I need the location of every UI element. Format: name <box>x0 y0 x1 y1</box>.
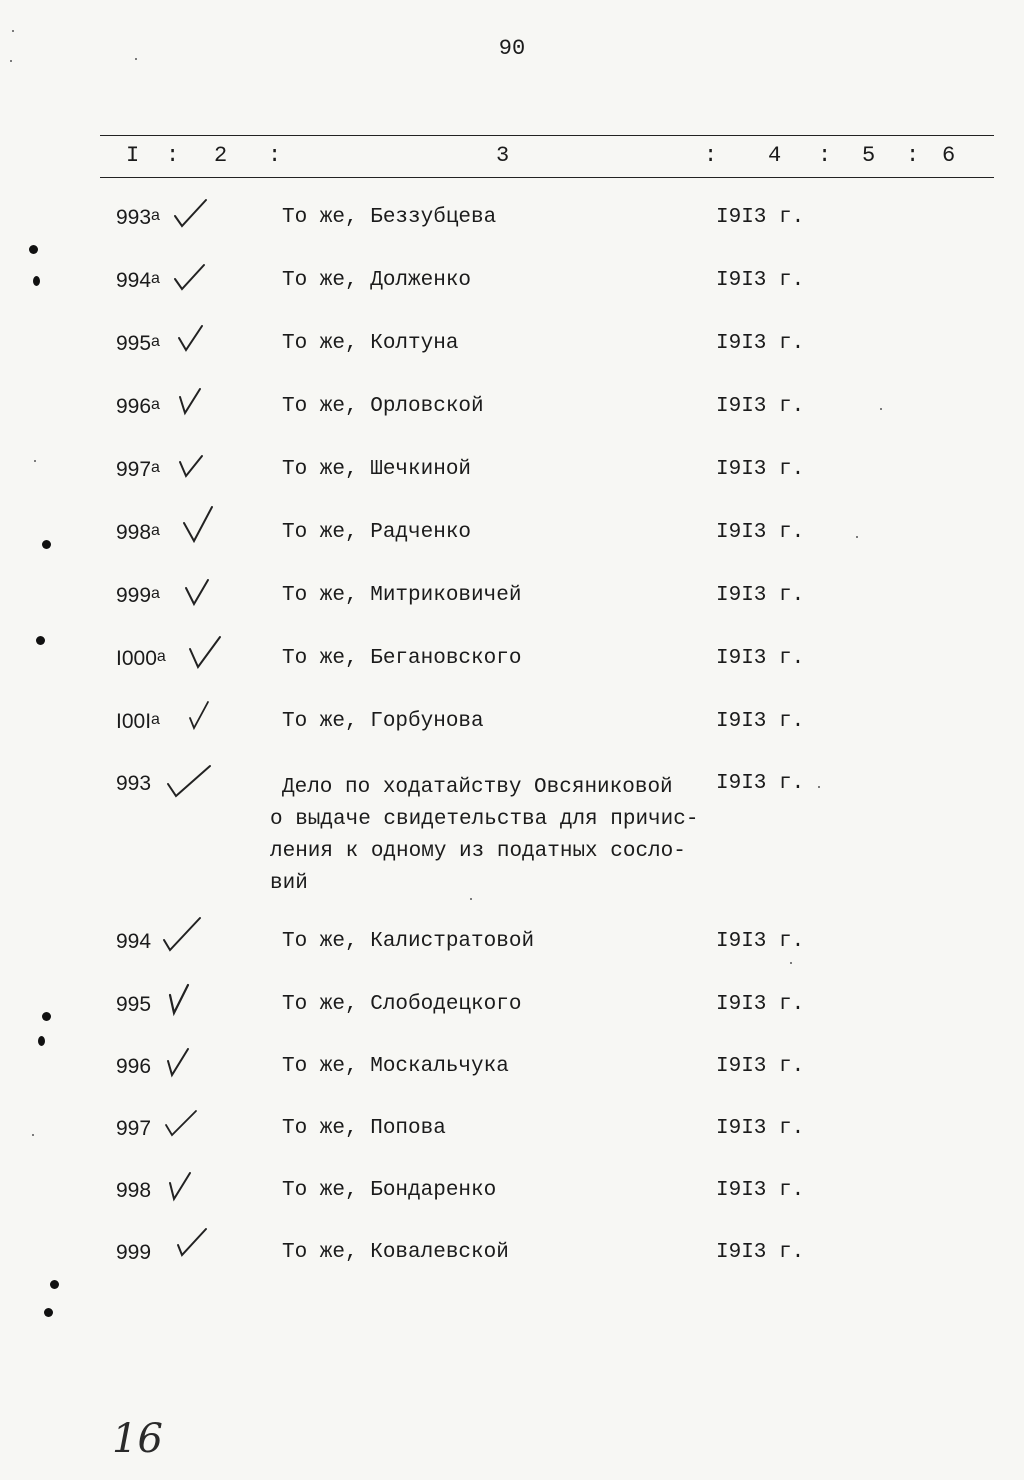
case-number: 997 <box>116 1117 152 1140</box>
case-title: То же, Шечкиной <box>282 458 472 481</box>
col-6-header: 6 <box>942 143 956 168</box>
case-title: То же, Калистратовой <box>282 930 535 953</box>
case-title-line: ления к одному из податных сосло- <box>270 840 686 863</box>
col-2-header: 2 <box>214 143 228 168</box>
case-number: $995^а$ <box>116 332 160 355</box>
case-title: То же, Митриковичей <box>282 584 522 607</box>
scan-speck <box>470 898 472 900</box>
case-year: I9I3 г. <box>716 710 805 733</box>
handwritten-sheet-number: 16 <box>112 1416 163 1462</box>
case-year: I9I3 г. <box>716 1179 805 1202</box>
punch-hole-mark <box>50 1280 59 1289</box>
page-number: 90 <box>498 36 526 61</box>
checkmark-icon <box>172 196 212 230</box>
punch-hole-mark <box>42 1012 51 1021</box>
case-year: I9I3 г. <box>716 930 805 953</box>
case-number: $999^а$ <box>116 584 160 607</box>
case-title-line: Дело по ходатайству Овсяниковой <box>282 776 673 799</box>
case-number: $997^а$ <box>116 458 160 481</box>
punch-hole-mark <box>44 1308 53 1317</box>
checkmark-icon <box>162 1107 202 1141</box>
col-separator: : <box>906 143 920 168</box>
scan-speck <box>34 460 36 462</box>
case-year: I9I3 г. <box>716 584 805 607</box>
checkmark-icon <box>166 1169 206 1203</box>
case-title: То же, Попова <box>282 1117 446 1140</box>
checkmark-icon <box>166 764 212 804</box>
scan-speck <box>856 536 858 538</box>
checkmark-icon <box>176 322 216 356</box>
case-number: $994^а$ <box>116 269 160 292</box>
case-year: I9I3 г. <box>716 1241 805 1264</box>
case-year: I9I3 г. <box>716 647 805 670</box>
case-year: I9I3 г. <box>716 1117 805 1140</box>
scan-speck <box>135 58 137 60</box>
case-title: То же, Слободецкого <box>282 993 522 1016</box>
case-number: $998^а$ <box>116 521 160 544</box>
scan-speck <box>12 30 14 32</box>
case-year: I9I3 г. <box>716 206 805 229</box>
case-title-line: о выдаче свидетельства для причис- <box>270 808 699 831</box>
checkmark-icon <box>176 448 216 482</box>
case-year: I9I3 г. <box>716 772 805 795</box>
col-4-header: 4 <box>768 143 782 168</box>
case-title: То же, Долженко <box>282 269 472 292</box>
case-number: 993 <box>116 772 152 795</box>
scan-speck <box>880 408 882 410</box>
case-title: То же, Бегановского <box>282 647 522 670</box>
case-title: То же, Колтуна <box>282 332 459 355</box>
case-title: То же, Бондаренко <box>282 1179 497 1202</box>
case-number: $I00I^а$ <box>116 710 160 733</box>
case-year: I9I3 г. <box>716 993 805 1016</box>
case-year: I9I3 г. <box>716 332 805 355</box>
case-number: $996^а$ <box>116 395 160 418</box>
header-bottom-rule <box>100 177 994 178</box>
checkmark-icon <box>186 633 226 671</box>
col-3-header: 3 <box>496 143 510 168</box>
case-title-line: вий <box>270 872 308 895</box>
checkmark-icon <box>160 916 204 956</box>
case-year: I9I3 г. <box>716 1055 805 1078</box>
scan-speck <box>790 962 792 964</box>
col-separator: : <box>704 143 718 168</box>
col-separator: : <box>166 143 180 168</box>
case-title: То же, Орловской <box>282 395 484 418</box>
case-number: $993^а$ <box>116 206 160 229</box>
scan-speck <box>818 786 820 788</box>
case-number: 999 <box>116 1241 152 1264</box>
col-5-header: 5 <box>862 143 876 168</box>
checkmark-icon <box>182 574 222 608</box>
case-number: $I000^а$ <box>116 647 166 670</box>
case-title: То же, Горбунова <box>282 710 484 733</box>
case-number: 998 <box>116 1179 152 1202</box>
checkmark-icon <box>164 1045 204 1079</box>
case-title <box>270 772 698 900</box>
checkmark-icon <box>180 505 220 545</box>
punch-hole-mark <box>36 636 45 645</box>
header-top-rule <box>100 135 994 136</box>
case-year: I9I3 г. <box>716 521 805 544</box>
punch-hole-mark <box>42 540 51 549</box>
punch-hole-mark <box>38 1036 45 1046</box>
checkmark-icon <box>184 700 224 734</box>
case-number: 994 <box>116 930 152 953</box>
case-title: То же, Беззубцева <box>282 206 497 229</box>
case-year: I9I3 г. <box>716 395 805 418</box>
case-number: 996 <box>116 1055 152 1078</box>
checkmark-icon <box>166 983 206 1017</box>
case-year: I9I3 г. <box>716 269 805 292</box>
case-year: I9I3 г. <box>716 458 805 481</box>
col-1-header: I <box>126 143 140 168</box>
scan-speck <box>32 1134 34 1136</box>
col-separator: : <box>818 143 832 168</box>
case-title: То же, Радченко <box>282 521 472 544</box>
checkmark-icon <box>174 1227 214 1267</box>
punch-hole-mark <box>29 245 38 254</box>
punch-hole-mark <box>33 276 40 286</box>
case-title: То же, Москальчука <box>282 1055 509 1078</box>
case-number: 995 <box>116 993 152 1016</box>
scan-speck <box>10 60 12 62</box>
case-title: То же, Ковалевской <box>282 1241 509 1264</box>
checkmark-icon <box>176 385 216 419</box>
col-separator: : <box>268 143 282 168</box>
checkmark-icon <box>172 259 212 293</box>
